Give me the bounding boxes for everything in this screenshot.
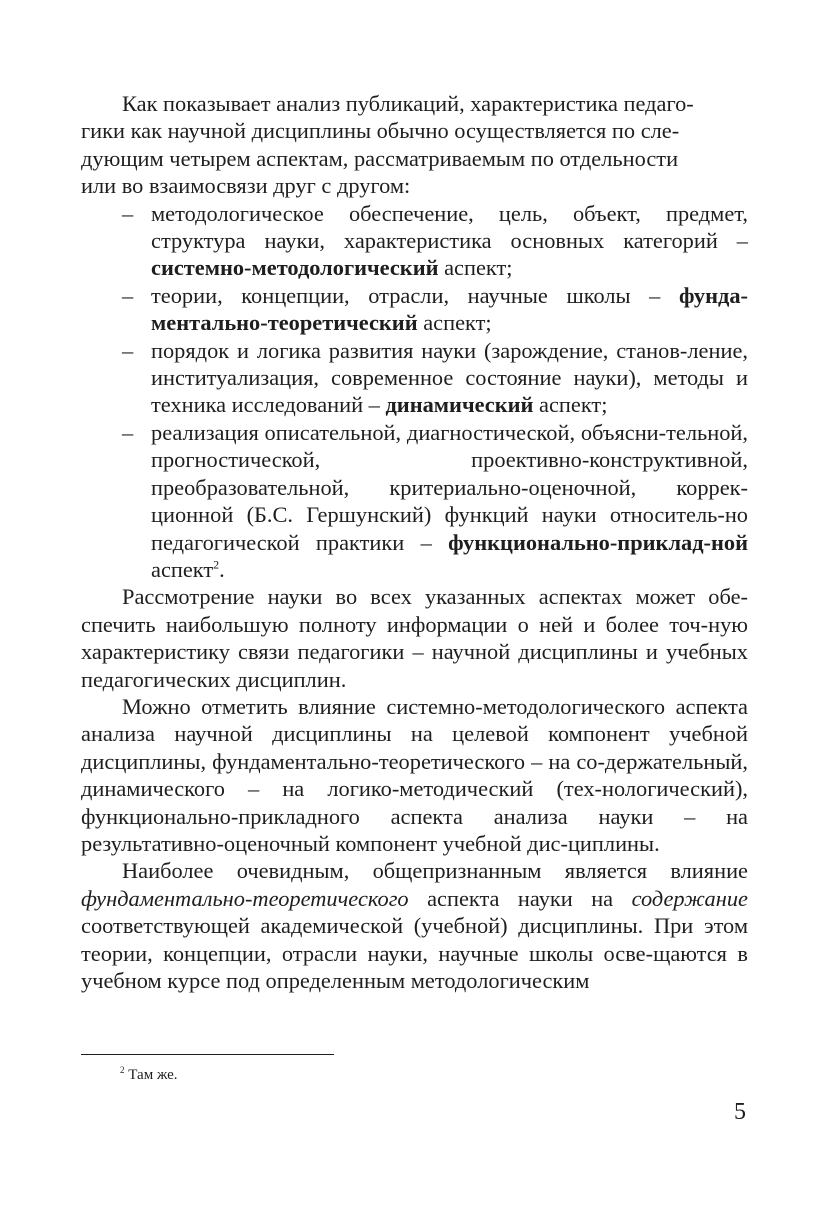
intro-line-1: Как показывает анализ публикаций, характеристика педаго- [122,91,694,116]
aspect-text: реализация описательной, диагностической, объясни-тельной, прогностической, проективно-конструктивной, преобразовательной, критериально-оценочной, коррек-ционной (Б.С. Гершунский) функций науки относитель-но педагогической практики – [151,419,748,555]
intro-line-2: гики как научной дисциплины обычно осуществляется по сле- [81,118,680,144]
intro-line-4: или во взаимосвязи друг с другом: [81,173,411,199]
aspect-text: методологическое обеспечение, цель, объект, предмет, структура науки, характеристика основных категорий – [151,200,748,254]
aspect-end: . [219,556,225,582]
dash-marker: – [122,200,134,226]
aspect-term: системно-методологический [151,255,439,281]
para4-end: соответствующей академической (учебной) дисциплины. При этом теории, концепции, отрасли науки, научные школы осве-щаются в учебном курсе под определенным методологическим [81,913,748,993]
aspect-suffix: аспект; [438,255,513,281]
aspect-suffix: аспект; [417,310,492,336]
footnote-marker: 2 [120,1065,125,1075]
page-number: 5 [734,1099,746,1125]
footnote-divider [81,1054,334,1055]
footnote-text: Там же. [124,1067,178,1083]
intro-paragraph [81,90,748,200]
aspect-text: теории, концепции, отрасли, научные школы – [151,282,679,308]
footnote-ref: 2 [213,557,220,572]
page-body [81,90,748,994]
aspect-term: фунда-ментально-теоретический [151,282,748,336]
paragraph-coverage: Рассмотрение науки во всех указанных аспектах может обе-спечить наибольшую полноту информации о ней и более точ-ную характеристику связи педагогики – научной дисциплины и учебных педагогических дисциплин. [81,584,748,692]
italic-term-fundamental: фундаментально-теоретического [81,885,409,911]
list-item [81,419,748,583]
list-item [81,200,748,282]
intro-line-3: дующим четырем аспектам, рассматриваемым по отдельности [81,145,679,171]
dash-marker: – [122,282,134,308]
aspect-term: функционально-приклад-ной [448,529,748,555]
aspect-suffix: аспект [151,556,214,582]
list-item [81,337,748,419]
para4-middle: аспекта науки на [408,885,632,911]
footnote [120,1066,178,1084]
paragraph-influence: Можно отметить влияние системно-методологического аспекта анализа научной дисциплины на целевой компонент учебной дисциплины, фундаментально-теоретического – на со-держательный, динамического – на логико-методический (тех-нологический), функционально-прикладного аспекта анализа науки – на результативно-оценочный компонент учебной дис-циплины. [81,693,748,856]
aspect-term: динамический [385,392,534,418]
dash-marker: – [122,419,134,445]
aspects-list [81,200,748,584]
list-item [81,282,748,337]
aspect-text: порядок и логика развития науки (зарождение, станов-ление, институализация, современное состояние науки), методы и техника исследований – [151,337,748,418]
para4-start: Наиболее очевидным, общепризнанным является влияние [122,858,748,884]
paragraph-obvious [81,857,748,994]
aspect-suffix: аспект; [533,392,608,418]
dash-marker: – [122,337,134,363]
italic-term-content: содержание [631,885,748,911]
